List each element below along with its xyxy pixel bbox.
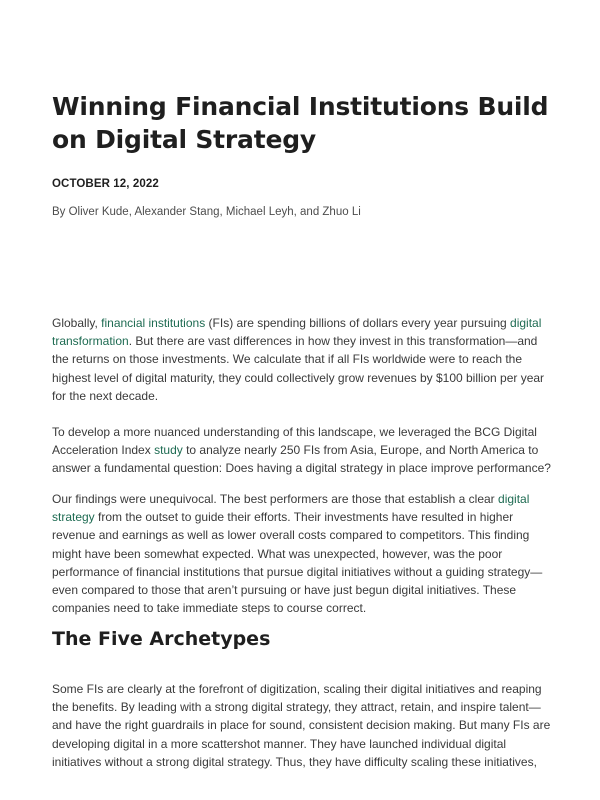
financial-institutions-link[interactable]: financial institutions [101,316,206,330]
paragraph-text: to analyze nearly 250 FIs from Asia, Europe, and North America to answer a fundamental question: Does having a digital strategy in place improve performance? [52,443,551,476]
publish-date: OCTOBER 12, 2022 [52,178,159,190]
paragraph-text: To develop a more nuanced understanding of this landscape, we leveraged the BCG Digital Acceleration Index [52,425,537,458]
study-link[interactable]: study [154,443,183,458]
author-byline: By Oliver Kude, Alexander Stang, Michael Leyh, and Zhuo Li [52,206,361,218]
paragraph-text: Some FIs are clearly at the forefront of digitization, scaling their digital initiatives and reaping the benefits. By leading with a strong digital strategy, they attract, retain, and inspire talent—and have the right guardrails in place for sound, consistent decision making. But many FIs are developing digital in a more scattershot manner. They have launched individual digital initiatives without a strong digital strategy. Thus, they have difficulty scaling these initiatives, [52,682,551,769]
body-paragraph-2 [52,423,552,478]
body-paragraph-3 [52,490,552,617]
body-paragraph-4 [52,680,552,771]
digital-strategy-link[interactable]: digital strategy [52,492,530,525]
paragraph-text: Our findings were unequivocal. The best performers are those that establish a clear [52,492,499,506]
paragraph-text: from the outset to guide their efforts. Their investments have resulted in higher revenue and earnings as well as lower overall costs compared to competitors. This finding might have been somewhat expected. What was unexpected, however, was the poor performance of financial institutions that pursue digital initiatives without a guiding strategy—even compared to those that aren’t pursuing or have just begun digital initiatives. These companies need to take immediate steps to course correct. [52,510,543,616]
body-paragraph-1 [52,314,552,405]
digital-transformation-link[interactable]: digital transformation [52,316,542,349]
paragraph-text: (FIs) are spending billions of dollars every year pursuing [205,316,511,330]
article-title: Winning Financial Institutions Build on Digital Strategy [52,92,549,154]
paragraph-text: Globally, [52,316,102,330]
paragraph-text: . But there are vast differences in how they invest in this transformation—and the returns on those investments. We calculate that if all FIs worldwide were to reach the highest level of digital maturity, they could collectively grow revenues by $100 billion per year for the next decade. [52,334,545,403]
section-heading: The Five Archetypes [52,628,271,650]
